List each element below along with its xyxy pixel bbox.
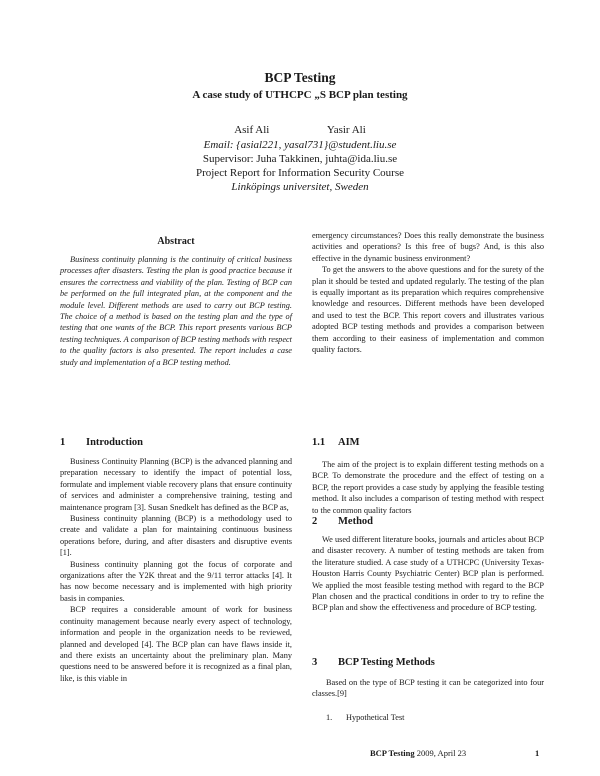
list-item [326,712,526,723]
abstract-paragraph: Business continuity planning is the continuity of critical business processes after disasters. Testing the plan is good practice because it ensures the correctness and viability of the plan. Testing of BCP can be performed on the full integrated plan, at the component and the module level. Different methods are used to carry out BCP testing. The choice of a method is based on the testing plan and the type of testing that one wants of the BCP. This report presents various BCP testing techniques. A comparison of BCP testing methods with respect to the quality factors is also presented. The report includes a case study and implementation of a BCP testing method. [60,255,292,367]
section-number: 1.1 [312,437,326,448]
project-line: Project Report for Information Security Course [195,167,405,179]
section-heading-aim [312,437,360,448]
method-body [312,534,544,614]
intro-paragraph-continued: emergency circumstances? Does this really demonstrate the business activities and operations? Is this free of bugs? And, is this also effective in the dynamic business environment? [312,231,544,263]
section-title: Method [338,516,373,527]
method-paragraph: We used different literature books, journals and articles about BCP and disaster recovery. A number of testing methods are taken from the literature studied. A case study of a UTHCPC (University Texas-Houston Harris County Psychiatric Center) BCP plan is performed. We applied the most feasible testing method with regard to the BCP Plan chosen and the practical conditions in order to try to refine the BCP plan and show the effectiveness and procedure of BCP testing. [312,535,544,613]
authors-line [0,124,600,136]
supervisor-line: Supervisor: Juha Takkinen, juhta@ida.liu.se [202,153,398,165]
list-item-number: 1. [326,713,333,722]
footer-label: BCP Testing [370,748,415,758]
paper-title: BCP Testing [264,70,336,85]
section-heading-bcp-testing-methods [312,657,435,668]
abstract-text [60,254,292,368]
footer-date: 2009, April 23 [416,748,467,758]
introduction-body [60,456,292,684]
bcp-testing-methods-paragraph: Based on the type of BCP testing it can be categorized into four classes.[9] [312,678,544,699]
section-heading-method [312,516,373,527]
running-footer [370,748,466,758]
section-number: 3 [312,657,318,668]
intro-paragraph-5: To get the answers to the above questions and for the surety of the plan it should be tested and updated regularly. The testing of the plan is equally important as its preparation which requires comprehensive knowledge and resources. Different methods have been developed and used to test the BCP. This report covers and illustrates various adopted BCP testing methods and provides a comparison between them according to their easiness of implementation and common quality factors. [312,265,544,355]
intro-paragraph-1: Business Continuity Planning (BCP) is the advanced planning and preparation necessary to identify the impact of potential loss, formulate and implement viable recovery plans that ensure continuity of services and administer a comprehensive training, testing and maintenance program [3]. Susan Snedkelt has defined as the BCP as, [60,457,292,512]
intro-paragraph-2: Business continuity planning (BCP) is a methodology used to create and validate a plan for maintaining continuous business operations before, during, and after disasters and disruptive events [1]. [60,514,292,558]
section-title: BCP Testing Methods [338,657,435,668]
section-number: 1 [60,437,66,448]
aim-body [312,459,544,516]
section-number: 2 [312,516,318,527]
list-item-text: Hypothetical Test [346,713,405,722]
author-email: Email: {asial221, yasal731}@student.liu.se [203,139,397,151]
right-column-intro [312,230,544,355]
intro-paragraph-4: BCP requires a considerable amount of work for business continuity management because nearly every aspect of technology, information and people in the organization needs to be reviewed, planned and developed [4]. The BCP plan can have flaws inside it, and there exists an uncertainty about the preliminary plan. Many questions need to be answered before it is recognized as a final plan, like, is this viable in [60,605,292,683]
university-line: Linköpings universitet, Sweden [231,181,369,193]
section-title: AIM [338,437,360,448]
paper-subtitle: A case study of UTHCPC „S BCP plan testing [192,89,408,101]
abstract-heading: Abstract [157,236,195,247]
aim-paragraph: The aim of the project is to explain different testing methods on a BCP. To demonstrate the procedure and the effect of testing on a BCP, the report provides a case study by applying the feasible testing method. It also includes a comparison of testing method with respect to the common quality factors [312,460,544,515]
intro-paragraph-3: Business continuity planning got the focus of corporate and organizations after the Y2K threat and the 9/11 terror attacks [4]. It has now become necessary and is implemented with high priority basis in companies. [60,559,292,603]
section-title: Introduction [86,437,143,448]
bcp-testing-methods-body [312,677,544,700]
page-number: 1 [535,748,540,758]
section-heading-introduction [60,437,143,448]
author-2: Yasir Ali [326,124,366,136]
author-1: Asif Ali [234,124,270,136]
